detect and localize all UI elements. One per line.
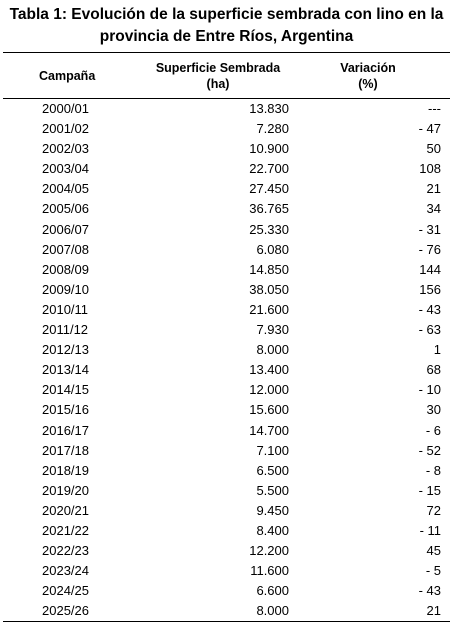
- cell-variation: - 47: [418, 121, 441, 137]
- cell-variation: 50: [426, 141, 441, 157]
- cell-variation: - 11: [419, 522, 441, 538]
- data-table: [3, 52, 450, 622]
- table-row: [3, 380, 450, 400]
- cell-variation: ---: [428, 101, 441, 116]
- header-variation-title: Variación: [340, 60, 396, 75]
- table-row: [3, 461, 450, 481]
- cell-campaign: 2002/03: [42, 141, 89, 157]
- table-row: [3, 400, 450, 420]
- cell-campaign: 2006/07: [42, 221, 89, 237]
- table-body: [3, 99, 450, 621]
- table-row: [3, 260, 450, 280]
- cell-surface: 8.000: [256, 342, 289, 358]
- header-surface-unit: (ha): [206, 76, 230, 91]
- cell-variation: 21: [426, 181, 441, 197]
- table-row: [3, 481, 450, 501]
- cell-variation: - 43: [418, 583, 441, 599]
- cell-campaign: 2004/05: [42, 181, 89, 197]
- table-row: [3, 601, 450, 621]
- table-row: [3, 179, 450, 199]
- cell-surface: 36.765: [249, 201, 289, 217]
- cell-surface: 6.600: [256, 583, 289, 599]
- cell-campaign: 2015/16: [42, 402, 89, 418]
- cell-campaign: 2007/08: [42, 241, 89, 257]
- cell-campaign: 2019/20: [42, 482, 89, 498]
- cell-campaign: 2021/22: [42, 522, 89, 538]
- cell-variation: - 8: [425, 462, 441, 478]
- table-row: [3, 521, 450, 541]
- cell-surface: 14.700: [249, 422, 289, 438]
- cell-surface: 6.500: [256, 462, 289, 478]
- cell-campaign: 2000/01: [42, 101, 89, 116]
- cell-surface: 14.850: [249, 261, 289, 277]
- cell-campaign: 2014/15: [42, 382, 89, 398]
- cell-surface: 8.400: [256, 522, 289, 538]
- table-row: [3, 220, 450, 240]
- cell-campaign: 2012/13: [42, 342, 89, 358]
- header-surface: [143, 53, 293, 98]
- cell-variation: 144: [419, 261, 441, 277]
- cell-campaign: 2017/18: [42, 442, 89, 458]
- cell-campaign: 2008/09: [42, 261, 89, 277]
- cell-surface: 8.000: [256, 603, 289, 619]
- cell-variation: 21: [426, 603, 441, 619]
- cell-campaign: 2018/19: [42, 462, 89, 478]
- table-row: [3, 441, 450, 461]
- cell-variation: - 52: [418, 442, 441, 458]
- table-row: [3, 320, 450, 340]
- cell-surface: 7.100: [256, 442, 289, 458]
- table-row: [3, 421, 450, 441]
- header-campaign: Campaña: [39, 68, 96, 83]
- cell-variation: 72: [426, 502, 441, 518]
- table-header-row: [3, 53, 450, 99]
- cell-surface: 11.600: [250, 563, 289, 579]
- cell-surface: 12.200: [249, 543, 289, 559]
- cell-variation: - 43: [418, 301, 441, 317]
- cell-campaign: 2020/21: [42, 502, 89, 518]
- table-row: [3, 360, 450, 380]
- header-variation: [293, 53, 443, 98]
- table-row: [3, 199, 450, 219]
- table-row: [3, 240, 450, 260]
- cell-variation: 68: [426, 362, 441, 378]
- header-surface-title: Superficie Sembrada: [155, 60, 281, 75]
- cell-surface: 21.600: [249, 301, 289, 317]
- table-row: [3, 340, 450, 360]
- cell-surface: 7.280: [256, 121, 289, 137]
- cell-surface: 22.700: [249, 161, 289, 177]
- cell-surface: 13.400: [249, 362, 289, 378]
- cell-variation: - 15: [418, 482, 441, 498]
- cell-variation: 30: [426, 402, 441, 418]
- table-row: [3, 280, 450, 300]
- table-row: [3, 159, 450, 179]
- cell-surface: 27.450: [249, 181, 289, 197]
- cell-surface: 15.600: [249, 402, 289, 418]
- cell-surface: 7.930: [256, 322, 289, 338]
- table-row: [3, 300, 450, 320]
- table-row: [3, 541, 450, 561]
- cell-surface: 6.080: [256, 241, 289, 257]
- cell-campaign: 2016/17: [42, 422, 89, 438]
- cell-surface: 5.500: [256, 482, 289, 498]
- cell-surface: 10.900: [249, 141, 289, 157]
- cell-variation: - 76: [418, 241, 441, 257]
- cell-variation: - 63: [418, 322, 441, 338]
- table-title: Tabla 1: Evolución de la superficie sembrada con lino en la provincia de Entre Ríos, Argentina: [9, 6, 444, 45]
- cell-variation: - 5: [425, 563, 441, 579]
- cell-surface: 13.830: [249, 101, 289, 116]
- cell-campaign: 2003/04: [42, 161, 89, 177]
- cell-campaign: 2024/25: [42, 583, 89, 599]
- cell-variation: 45: [426, 543, 441, 559]
- cell-surface: 38.050: [249, 281, 289, 297]
- cell-variation: 34: [426, 201, 441, 217]
- cell-variation: 156: [419, 281, 441, 297]
- cell-variation: 1: [433, 342, 441, 358]
- table-row: [3, 561, 450, 581]
- table-row: [3, 139, 450, 159]
- cell-campaign: 2005/06: [42, 201, 89, 217]
- cell-surface: 9.450: [256, 502, 289, 518]
- cell-variation: 108: [419, 161, 441, 177]
- cell-campaign: 2010/11: [42, 301, 89, 317]
- table-row: [3, 581, 450, 601]
- table-row: [3, 501, 450, 521]
- cell-campaign: 2001/02: [42, 121, 89, 137]
- table-row: [3, 119, 450, 139]
- cell-campaign: 2025/26: [42, 603, 89, 619]
- cell-campaign: 2013/14: [42, 362, 89, 378]
- cell-campaign: 2023/24: [42, 563, 89, 579]
- cell-variation: - 6: [425, 422, 441, 438]
- header-variation-unit: (%): [358, 76, 378, 91]
- cell-variation: - 10: [418, 382, 441, 398]
- cell-campaign: 2009/10: [42, 281, 89, 297]
- cell-campaign: 2022/23: [42, 543, 89, 559]
- cell-campaign: 2011/12: [42, 322, 89, 338]
- cell-surface: 12.000: [249, 382, 289, 398]
- cell-variation: - 31: [418, 221, 441, 237]
- cell-surface: 25.330: [249, 221, 289, 237]
- table-row: [3, 99, 450, 119]
